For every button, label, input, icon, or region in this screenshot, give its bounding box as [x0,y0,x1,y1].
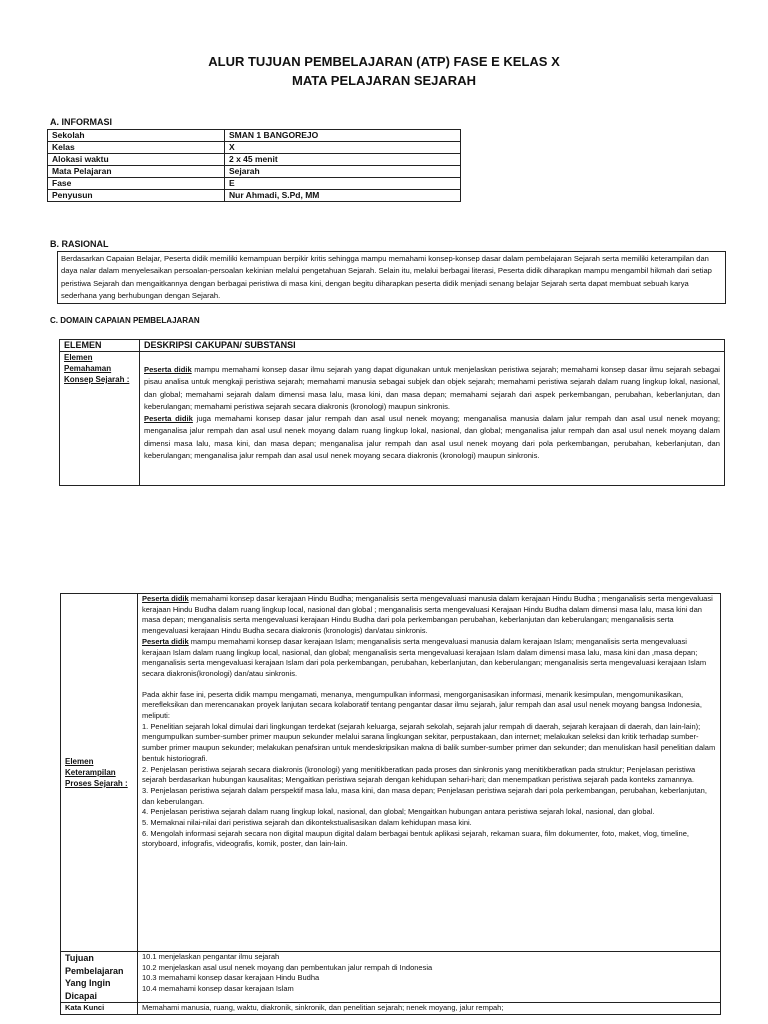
section-c-heading: C. DOMAIN CAPAIAN PEMBELAJARAN [50,316,200,325]
keterampilan-label-1: Elemen [65,757,94,766]
pemahaman-paragraph-1 [144,364,720,413]
info-value: E [225,178,461,190]
row-kata-kunci [61,1003,721,1015]
section-b-heading: B. RASIONAL [50,239,109,249]
info-label: Penyusun [48,190,225,202]
section-a-heading: A. INFORMASI [50,117,112,127]
info-row [48,154,461,166]
info-value: 2 x 45 menit [225,154,461,166]
kata-kunci-label: Kata Kunci [61,1003,138,1015]
keterampilan-item: 4. Penjelasan peristiwa sejarah dalam ruang lingkup lokal, nasional, dan global; Mengaitkan hubungan antara peristiwa sejarah lokal, nasional, dan global. [142,807,655,817]
tujuan-item: 10.3 memahami konsep dasar kerajaan Hindu Budha [142,973,320,983]
pemahaman-text-1: mampu memahami konsep dasar ilmu sejarah yang dapat digunakan untuk menjelaskan peristiwa sejarah; memahami konsep dasar ilmu sejarah sebagai pisau analisa untuk mengkaji peristiwa sejarah; memahami manusia sebagai subjek dan objek sejarah; memahami peristiwa sejarah dalam ruang lingkup lokal, nasional, dan global; memahami sejarah dalam dimensi masa lalu, masa kini, dan masa depan; memahami sejarah dari aspek perkembangan, perubahan, keberlanjutan, dan keberulangan; memahami peristiwa sejarah secara diakronis (kronologi) maupun sinkronis. [144,365,720,411]
keterampilan-label-2: Keterampilan [65,768,116,777]
pemahaman-label-1: Elemen [64,353,93,362]
tujuan-item: 10.1 menjelaskan pengantar ilmu sejarah [142,952,280,961]
keterampilan-item: 1. Penelitian sejarah lokal dimulai dari lingkungan terdekat (sejarah keluarga, sejarah sekolah, sejarah jalur rempah di daerah, sejarah kerajaan di daerah, dan lain-lain); mengumpulkan sumber-sumber primer maupun sekunder melalui sarana lingkungan sekitar, perpustakaan, dan internet; melakukan seleksi dan kritik terhadap sumber-sumber primer maupun sekunder; melakukan penafsiran untuk mendeskripsikan makna di balik sumber-sumber primer dan sekunder; dan menuliskan hasil penelitian dalam bentuk historiografi. [142,721,716,763]
domain-header-row [60,340,725,352]
pemahaman-description [140,352,725,486]
tujuan-list [138,952,721,1003]
tujuan-label-3: Yang Ingin [65,978,111,988]
peserta-didik-lead: Peserta didik [142,594,189,603]
keterampilan-item: 6. Mengolah informasi sejarah secara non digital maupun digital dalam berbagai bentuk aplikasi sejarah, rekaman suara, film dokumenter, foto, maket, vlog, timeline, storyboard, infografis, videografis, komik, poster, dan lain-lain. [142,828,689,849]
keterampilan-item: 3. Penjelasan peristiwa sejarah dalam perspektif masa lalu, masa kini, dan masa depan; Penjelasan peristiwa sejarah dari pola perkembangan, perubahan, keberlanjutan, dan keberulangan. [142,785,707,806]
info-row [48,142,461,154]
pemahaman-label [60,352,140,486]
tujuan-label-2: Pembelajaran [65,965,124,976]
info-value: Nur Ahmadi, S.Pd, MM [225,190,461,202]
keterampilan-item: 2. Penjelasan peristiwa sejarah secara diakronis (kronologi) yang menitikberatkan pada proses dan sinkronis yang menitikberatkan pada struktur; Penjelasan peristiwa sejarah berdasarkan hubungan kausalitas; Mengaitkan peristiwa sejarah dengan kehidupan sehari-hari; dan menempatkan peristiwa sejarah pada konteks zamannya. [142,764,696,785]
tujuan-item: 10.2 menjelaskan asal usul nenek moyang dan pembentukan jalur rempah di Indonesia [142,962,433,972]
keterampilan-paragraph-2 [142,637,716,680]
pemahaman-label-3: Konsep Sejarah : [64,375,130,384]
info-row [48,130,461,142]
kata-kunci-value: Memahami manusia, ruang, waktu, diakronik, sinkronik, dan penelitian sejarah; nenek moyang, jalur rempah; [138,1003,721,1015]
tujuan-label-1: Tujuan [65,953,94,963]
peserta-didik-lead: Peserta didik [142,636,189,646]
info-value: Sejarah [225,166,461,178]
pemahaman-text-2: juga memahami konsep dasar jalur rempah dan asal usul nenek moyang; menganalisa manusia dalam jalur rempah dan asal usul nenek moyang; menganalisa jalur rempah dan asal usul nenek moyang dalam ruang lingkup lokal, nasional, dan global; menganalisa jalur rempah dan asal usul nenek moyang dalam dimensi masa lalu, masa kini, dan masa depan; menganalisa jalur rempah dan asal usul nenek moyang dari pola perkembangan, perubahan, keberlanjutan, dan keberulangan; menganalisa jalur rempah dan asal usul nenek moyang secara diakronis (kronologi) maupun sinkronis. [144,414,720,461]
keterampilan-label-3: Proses Sejarah : [65,779,128,788]
keterampilan-text-2: mampu memahami konsep dasar kerajaan Islam; menganalisis serta mengevaluasi manusia dalam kerajaan Islam; menganalisis serta mengevaluasi kerajaan Islam dalam ruang lingkup local, nasional, dan global; menganalisis serta mengevaluasi kerajaan Islam dalam dimensi masa lalu, masa kini dan ,masa depan; menganalisis serta mengevaluasi kerajaan Islam dari pola perkembangan, perubahan, keberlanjutan, dan keberulangan; menganalisis serta mengevaluasi kerajaan Islam secara diakronis(kronologi) dan/atau sinkronis. [142,636,707,678]
info-value: X [225,142,461,154]
tujuan-item: 10.4 memahami konsep dasar kerajaan Islam [142,984,294,994]
pemahaman-label-2: Pemahaman [64,364,112,373]
info-row [48,166,461,178]
tujuan-label [61,952,138,1003]
keterampilan-paragraph-1 [142,594,716,637]
info-label: Sekolah [48,130,225,142]
info-label: Mata Pelajaran [48,166,225,178]
keterampilan-paragraph-3: Pada akhir fase ini, peserta didik mampu mengamati, menanya, mengumpulkan informasi, mengorganisasikan informasi, menarik kesimpulan, mengomunikasikan, merefleksikan dan merencanakan proyek lanjutan secara kolaboratif tentang pengantar dasar ilmu sejarah, jalur rempah dan asal usul nenek moyang bangsa Indonesia, meliputi: [142,689,702,721]
tujuan-label-4: Dicapai [65,990,98,1001]
document-title-line-2: MATA PELAJARAN SEJARAH [292,73,476,88]
header-deskripsi: DESKRIPSI CAKUPAN/ SUBSTANSI [140,340,725,352]
info-label: Kelas [48,142,225,154]
keterampilan-item: 5. Memaknai nilai-nilai dari peristiwa sejarah dan dikontekstualisasikan dalam kehidupan masa kini. [142,818,472,828]
pemahaman-paragraph-2 [144,413,720,462]
domain-table-2 [60,593,721,1015]
domain-table-1 [59,339,725,486]
info-value: SMAN 1 BANGOREJO [225,130,461,142]
info-row [48,178,461,190]
row-tujuan [61,952,721,1003]
keterampilan-list [142,722,716,850]
row-keterampilan [61,594,721,952]
info-row [48,190,461,202]
header-elemen: ELEMEN [60,340,140,352]
info-label: Alokasi waktu [48,154,225,166]
peserta-didik-lead: Peserta didik [144,414,193,424]
keterampilan-text-1: memahami konsep dasar kerajaan Hindu Budha; menganalisis serta mengevaluasi manusia dalam kerajaan Hindu Budha ; menganalisis serta mengevaluasi kerajaan Hindu Budha dalam ruang lingkup local, nasional dan global ; menganalisis serta mengevaluasi Kerajaan Hindu Budha dalam dimensi masa lalu, masa kini dan masa depan; menganalisis serta mengevaluasi kerajaan Hindu Budha dari pola perkembangan perubahan, keberlanjutan dan keberulangan; menganalisis serta mengevaluasi kerajaan Hindu Budha secara diakronis (kronologis) dan/atau sinkronis. [142,594,713,636]
keterampilan-description [138,594,721,952]
keterampilan-label [61,594,138,952]
peserta-didik-lead: Peserta didik [144,365,192,374]
info-table [47,129,461,202]
rasional-box: Berdasarkan Capaian Belajar, Peserta didik memiliki kemampuan berpikir kritis sehingga mampu memahami konsep-konsep dasar dalam pembelajaran Sejarah serta memiliki keterampilan dan daya nalar dalam menyelesaikan persoalan-persoalan kekinian melalui pengetahuan Sejarah. Selain itu, melalui berbagai literasi, Peserta didik diharapkan mampu mengambil hikmah dari setiap peristiwa Sejarah dan mengaitkannya dengan berbagai peristiwa di masa kini, dengan begitu diharapkan peserta didik menjadi senang belajar Sejarah serta dapat membuat sebuah karya sederhana yang berhubungan dengan Sejarah. [57,251,726,304]
document-title-line-1: ALUR TUJUAN PEMBELAJARAN (ATP) FASE E KELAS X [208,54,560,69]
info-label: Fase [48,178,225,190]
row-pemahaman [60,352,725,486]
